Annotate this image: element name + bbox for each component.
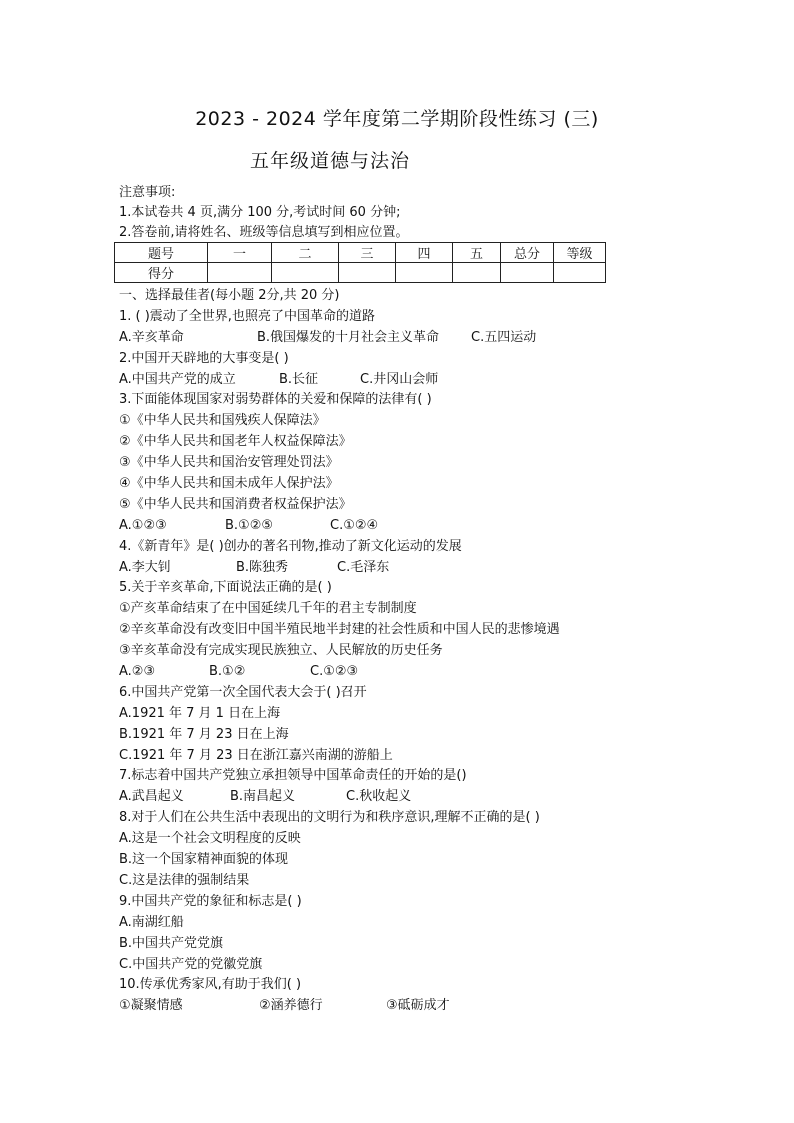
question-stem: 4.《新青年》是( )创办的著名刊物,推动了新文化运动的发展: [119, 538, 462, 554]
option[interactable]: C.中国共产党的党徽党旗: [119, 956, 263, 972]
option[interactable]: ②涵养德行: [259, 998, 323, 1014]
option[interactable]: A.①②③: [119, 517, 167, 533]
option[interactable]: C.秋收起义: [346, 789, 412, 805]
question-stem: 3.下面能体现国家对弱势群体的关爱和保障的法律有( ): [119, 392, 432, 408]
option[interactable]: C.1921 年 7 月 23 日在浙江嘉兴南湖的游船上: [119, 747, 393, 763]
option[interactable]: ③砥砺成才: [386, 998, 450, 1014]
option[interactable]: B.中国共产党党旗: [119, 935, 224, 951]
question-stem: 1. ( )震动了全世界,也照亮了中国革命的道路: [119, 308, 375, 324]
question-stem: 9.中国共产党的象征和标志是( ): [119, 893, 302, 909]
notes-item: 2.答卷前,请将姓名、班级等信息填写到相应位置。: [119, 225, 409, 240]
score-input-cell[interactable]: [501, 263, 554, 283]
score-input-cell[interactable]: [208, 263, 272, 283]
page-title: 2023 - 2024 学年度第二学期阶段性练习 (三): [195, 108, 599, 130]
notes-item: 1.本试卷共 4 页,满分 100 分,考试时间 60 分钟;: [119, 205, 401, 220]
option[interactable]: A.武昌起义: [119, 789, 184, 805]
option[interactable]: A.1921 年 7 月 1 日在上海: [119, 705, 281, 721]
option[interactable]: C.①②④: [330, 517, 379, 533]
options-row: [119, 370, 789, 391]
option[interactable]: ①凝聚情感: [119, 998, 183, 1014]
table-cell: 总分: [501, 243, 554, 263]
section-choice-questions: [119, 286, 789, 1017]
option[interactable]: C.这是法律的强制结果: [119, 872, 250, 888]
statement-item: ④《中华人民共和国未成年人保护法》: [119, 476, 339, 492]
table-cell: 四: [396, 243, 453, 263]
table-cell: 一: [208, 243, 272, 263]
statement-item: ①《中华人民共和国残疾人保障法》: [119, 413, 326, 429]
option[interactable]: B.俄国爆发的十月社会主义革命: [257, 329, 440, 345]
option[interactable]: A.这是一个社会文明程度的反映: [119, 831, 301, 847]
question-stem: 8.对于人们在公共生活中表现出的文明行为和秩序意识,理解不正确的是( ): [119, 810, 540, 826]
page-subtitle: 五年级道德与法治: [250, 150, 411, 172]
options-row: [119, 787, 789, 808]
options-row: [119, 516, 789, 537]
option[interactable]: A.②③: [119, 664, 156, 680]
option[interactable]: A.李大钊: [119, 559, 171, 575]
statement-item: ①产亥革命结束了在中国延续几千年的君主专制制度: [119, 601, 417, 617]
option[interactable]: B.长征: [279, 371, 319, 387]
table-cell: 三: [339, 243, 396, 263]
option[interactable]: C.五四运动: [471, 329, 537, 345]
score-input-cell[interactable]: [339, 263, 396, 283]
section-heading: 一、选择最佳者(每小题 2分,共 20 分): [119, 288, 340, 303]
score-input-cell[interactable]: [396, 263, 453, 283]
option[interactable]: A.辛亥革命: [119, 329, 184, 345]
option[interactable]: B.1921 年 7 月 23 日在上海: [119, 726, 289, 742]
notes-heading: 注意事项:: [119, 185, 176, 200]
option[interactable]: B.陈独秀: [236, 559, 289, 575]
table-cell: 题号: [115, 243, 208, 263]
option[interactable]: A.中国共产党的成立: [119, 371, 236, 387]
statement-item: ②辛亥革命没有改变旧中国半殖民地半封建的社会性质和中国人民的悲惨境遇: [119, 622, 560, 638]
table-cell: 等级: [554, 243, 606, 263]
score-input-cell[interactable]: [453, 263, 501, 283]
statement-item: ③《中华人民共和国治安管理处罚法》: [119, 455, 339, 471]
table-cell: 二: [272, 243, 339, 263]
table-cell: 五: [453, 243, 501, 263]
question-stem: 2.中国开天辟地的大事变是( ): [119, 350, 289, 366]
option[interactable]: C.毛泽东: [337, 559, 390, 575]
option[interactable]: B.这一个国家精神面貌的体现: [119, 852, 289, 868]
score-table-header-row: [115, 243, 606, 263]
statement-item: ⑤《中华人民共和国消费者权益保护法》: [119, 496, 352, 512]
table-cell: 得分: [115, 263, 208, 283]
option[interactable]: C.①②③: [310, 664, 359, 680]
score-input-cell[interactable]: [554, 263, 606, 283]
notes-block: [119, 183, 409, 243]
statement-item: ③辛亥革命没有完成实现民族独立、人民解放的历史任务: [119, 643, 443, 659]
question-stem: 10.传承优秀家风,有助于我们( ): [119, 977, 302, 993]
options-row: [119, 996, 789, 1017]
score-table: [114, 242, 606, 283]
score-input-cell[interactable]: [272, 263, 339, 283]
question-stem: 6.中国共产党第一次全国代表大会于( )召开: [119, 684, 367, 700]
options-row: [119, 328, 789, 349]
options-row: [119, 662, 789, 683]
option[interactable]: B.南昌起义: [230, 789, 296, 805]
question-stem: 7.标志着中国共产党独立承担领导中国革命责任的开始的是(): [119, 768, 467, 784]
option[interactable]: A.南湖红船: [119, 914, 184, 930]
option[interactable]: B.①②⑤: [225, 517, 274, 533]
question-stem: 5.关于辛亥革命,下面说法正确的是( ): [119, 580, 332, 596]
option[interactable]: C.井冈山会师: [360, 371, 439, 387]
options-row: [119, 558, 789, 579]
score-table-score-row: [115, 263, 606, 283]
option[interactable]: B.①②: [209, 664, 246, 680]
statement-item: ②《中华人民共和国老年人权益保障法》: [119, 434, 352, 450]
